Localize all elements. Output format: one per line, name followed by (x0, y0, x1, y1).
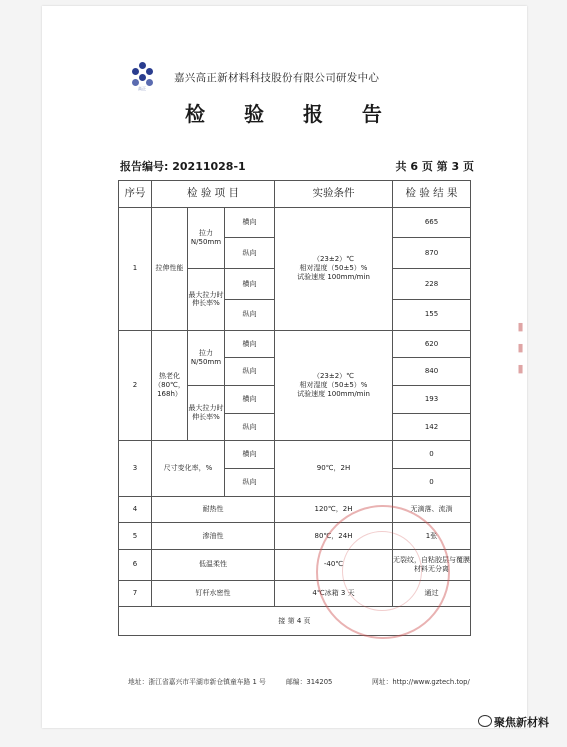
company-name: 嘉兴高正新材料科技股份有限公司研发中心 (174, 72, 380, 84)
condition-line: 试验速度 100mm/min (297, 389, 370, 398)
condition-cell (275, 330, 393, 441)
header-seq: 序号 (119, 181, 152, 208)
seq-cell: 5 (119, 523, 152, 550)
item-cell: 尺寸变化率，% (152, 441, 225, 496)
seq-cell: 4 (119, 496, 152, 523)
header-condition: 实验条件 (275, 181, 393, 208)
result-cell: 155 (393, 299, 471, 330)
result-cell: 665 (393, 207, 471, 238)
condition-line: 试验速度 100mm/min (297, 272, 370, 281)
condition-line: 相对湿度（50±5）% (299, 381, 368, 390)
footer-address: 地址：浙江省嘉兴市平湖市新仓镇童车路 1 号 (128, 678, 266, 686)
seq-cell: 2 (119, 330, 152, 441)
direction-cell: 纵向 (225, 413, 275, 441)
result-cell: 840 (393, 358, 471, 386)
logo-caption: 高正 (138, 86, 146, 91)
header-item: 检 验 项 目 (152, 181, 275, 208)
result-cell: 1张 (393, 523, 471, 550)
watermark (478, 714, 549, 730)
result-cell: 228 (393, 269, 471, 300)
result-cell: 通过 (393, 580, 471, 607)
company-logo-icon (130, 62, 156, 86)
condition-line: 相对湿度（50±5）% (299, 264, 368, 273)
wechat-icon (478, 715, 492, 727)
result-cell: 无裂纹，自粘胶层与覆膜材料无分离 (393, 549, 471, 580)
condition-line: （23±2）℃ (312, 372, 355, 381)
seq-cell: 3 (119, 441, 152, 496)
item-cell: 低温柔性 (152, 549, 275, 580)
result-cell: 0 (393, 468, 471, 496)
condition-cell: 120℃，2H (275, 496, 393, 523)
seq-cell: 6 (119, 549, 152, 580)
table-row (119, 441, 471, 469)
sub-item-cell: 最大拉力时伸长率% (188, 269, 225, 330)
footer-postcode: 邮编：314205 (286, 678, 333, 686)
sub-item-cell: 拉力N/50mm (188, 330, 225, 385)
item-cell: 渗油性 (152, 523, 275, 550)
direction-cell: 横向 (225, 330, 275, 358)
table-row (119, 330, 471, 358)
result-cell: 0 (393, 441, 471, 469)
table-header-row (119, 181, 471, 208)
condition-cell: 90℃，2H (275, 441, 393, 496)
table-row (119, 207, 471, 238)
sub-item-cell: 最大拉力时伸长率% (188, 385, 225, 440)
direction-cell: 纵向 (225, 468, 275, 496)
seq-cell: 7 (119, 580, 152, 607)
direction-cell: 横向 (225, 207, 275, 238)
result-cell: 620 (393, 330, 471, 358)
side-stamp: ▮▮▮ (514, 320, 527, 383)
condition-cell: 80℃，24H (275, 523, 393, 550)
page-count: 共 6 页 第 3 页 (395, 160, 474, 173)
item-cell: 拉伸性能 (152, 207, 188, 330)
sub-item-cell: 拉力N/50mm (188, 207, 225, 268)
item-cell: 耐热性 (152, 496, 275, 523)
condition-cell (275, 207, 393, 330)
header-result: 检 验 结 果 (393, 181, 471, 208)
result-cell: 无滴落、流淌 (393, 496, 471, 523)
direction-cell: 纵向 (225, 358, 275, 386)
direction-cell: 横向 (225, 385, 275, 413)
result-cell: 870 (393, 238, 471, 269)
footer-website: 网址：http://www.gztech.top/ (372, 678, 470, 686)
item-cell: 热老化（80℃，168h） (152, 330, 188, 441)
direction-cell: 纵向 (225, 299, 275, 330)
result-cell: 142 (393, 413, 471, 441)
direction-cell: 横向 (225, 441, 275, 469)
condition-cell: 4℃冰箱 3 天 (275, 580, 393, 607)
item-cell: 钉杆水密性 (152, 580, 275, 607)
continued-note: 接 第 4 页 (119, 607, 471, 636)
condition-cell: -40℃ (275, 549, 393, 580)
official-stamp (316, 505, 450, 639)
watermark-text: 聚焦新材料 (494, 716, 549, 729)
result-cell: 193 (393, 385, 471, 413)
document-title: 检 验 报 告 (185, 102, 398, 126)
seq-cell: 1 (119, 207, 152, 330)
report-number: 报告编号: 20211028-1 (120, 160, 246, 173)
direction-cell: 纵向 (225, 238, 275, 269)
direction-cell: 横向 (225, 269, 275, 300)
condition-line: （23±2）℃ (312, 255, 355, 264)
